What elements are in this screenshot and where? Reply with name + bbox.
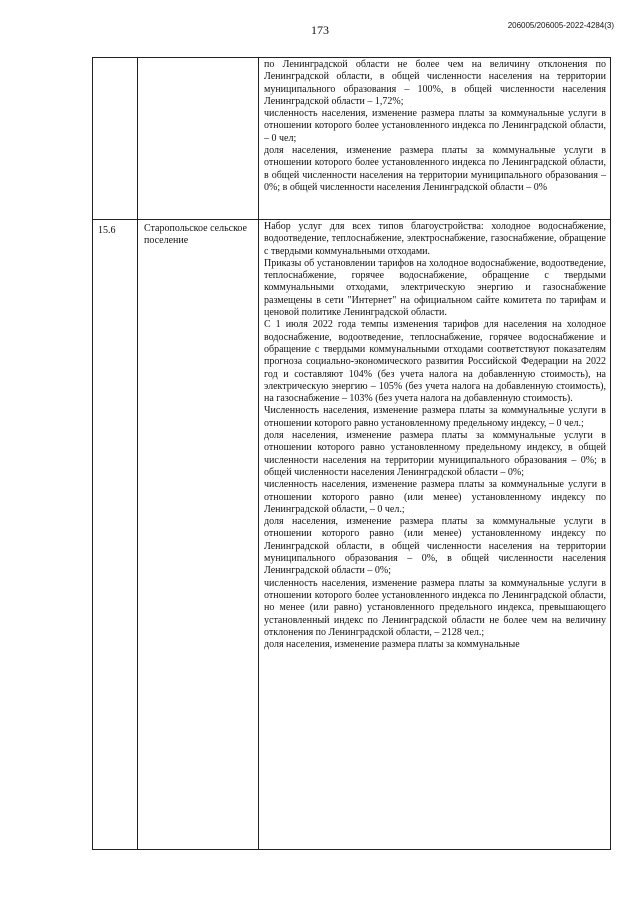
settlement-cell [138, 58, 259, 220]
data-table [92, 57, 611, 850]
description-cell [259, 58, 611, 220]
table-row [93, 58, 611, 220]
settlement-cell [138, 220, 259, 850]
paragraph: Набор услуг для всех типов благоустройства: холодное водоснабжение, водоотведение, теплоснабжение, электроснабжение, газоснабжение, обращение с твердыми коммунальными отходами. [264, 221, 606, 257]
paragraph: численность населения, изменение размера платы за коммунальные услуги в отношении которого более установленного индекса по Ленинградской области, – 0 чел; [264, 108, 606, 144]
paragraph: по Ленинградской области не более чем на величину отклонения по Ленинградской области, в общей численности населения на территории муниципального образования – 100%, в общей численности населения Ленинградской области – 1,72%; [264, 59, 606, 107]
paragraph: доля населения, изменение размера платы за коммунальные [264, 639, 520, 651]
paragraph: доля населения, изменение размера платы за коммунальные услуги в отношении которого более установленного индекса по Ленинградской области, в общей численности населения на территории муниципального образования – 0%; в общей численности населения Ленинградской области – 0% [264, 145, 606, 193]
paragraph: численность населения, изменение размера платы за коммунальные услуги в отношении которого равно (или менее) установленному индексу по Ленинградской области, – 0 чел.; [264, 479, 606, 515]
paragraph: Численность населения, изменение размера платы за коммунальные услуги в отношении которого равно установленному предельному индексу, – 0 чел.; [264, 405, 606, 429]
paragraph: С 1 июля 2022 года темпы изменения тарифов для населения на холодное водоснабжение, водоотведение, теплоснабжение, горячее водоснабжение и обращение с твердыми коммунальными отходами соответствуют показателям прогноза социально-экономического развития Российской Федерации на 2022 год и составляют 104% (без учета налога на добавленную стоимость), на электрическую энергию – 105% (без учета налога на добавленную стоимость), на газоснабжение – 103% (без учета налога на добавленную стоимость). [264, 319, 606, 405]
number-cell [93, 58, 138, 220]
paragraph: доля населения, изменение размера платы за коммунальные услуги в отношении которого равно установленному предельному индексу, в общей численности населения на территории муниципального образования – 0%; в общей численности населения Ленинградской области – 0%; [264, 430, 606, 478]
paragraph: численность населения, изменение размера платы за коммунальные услуги в отношении которого более установленного индекса по Ленинградской области, но менее (или равно) установленного предельного индекса, превышающего установленный индекс по Ленинградской области не более чем на величину отклонения по Ленинградской области, – 2128 чел.; [264, 577, 606, 638]
paragraph: Приказы об установлении тарифов на холодное водоснабжение, водоотведение, теплоснабжение, горячее водоснабжение, обращение с твердыми коммунальными отходами, электрическую энергию и газоснабжение размещены в сети "Интернет" на официальном сайте комитета по тарифам и ценовой политике Ленинградской области. [264, 257, 606, 319]
paragraph: доля населения, изменение размера платы за коммунальные услуги в отношении которого равно (или менее) установленному индексу по Ленинградской области, в общей численности населения на территории муниципального образования – 0%, в общей численности населения Ленинградской области – 0%; [264, 516, 606, 577]
table-row [93, 220, 611, 850]
description-text [259, 220, 610, 849]
settlement-name: Старопольское сельское поселение [144, 223, 247, 246]
document-code: 206005/206005-2022-4284(3) [507, 21, 614, 30]
description-text [259, 58, 610, 219]
description-cell [259, 220, 611, 850]
row-number: 15.6 [98, 225, 116, 236]
number-cell [93, 220, 138, 850]
page-number: 173 [311, 23, 329, 37]
